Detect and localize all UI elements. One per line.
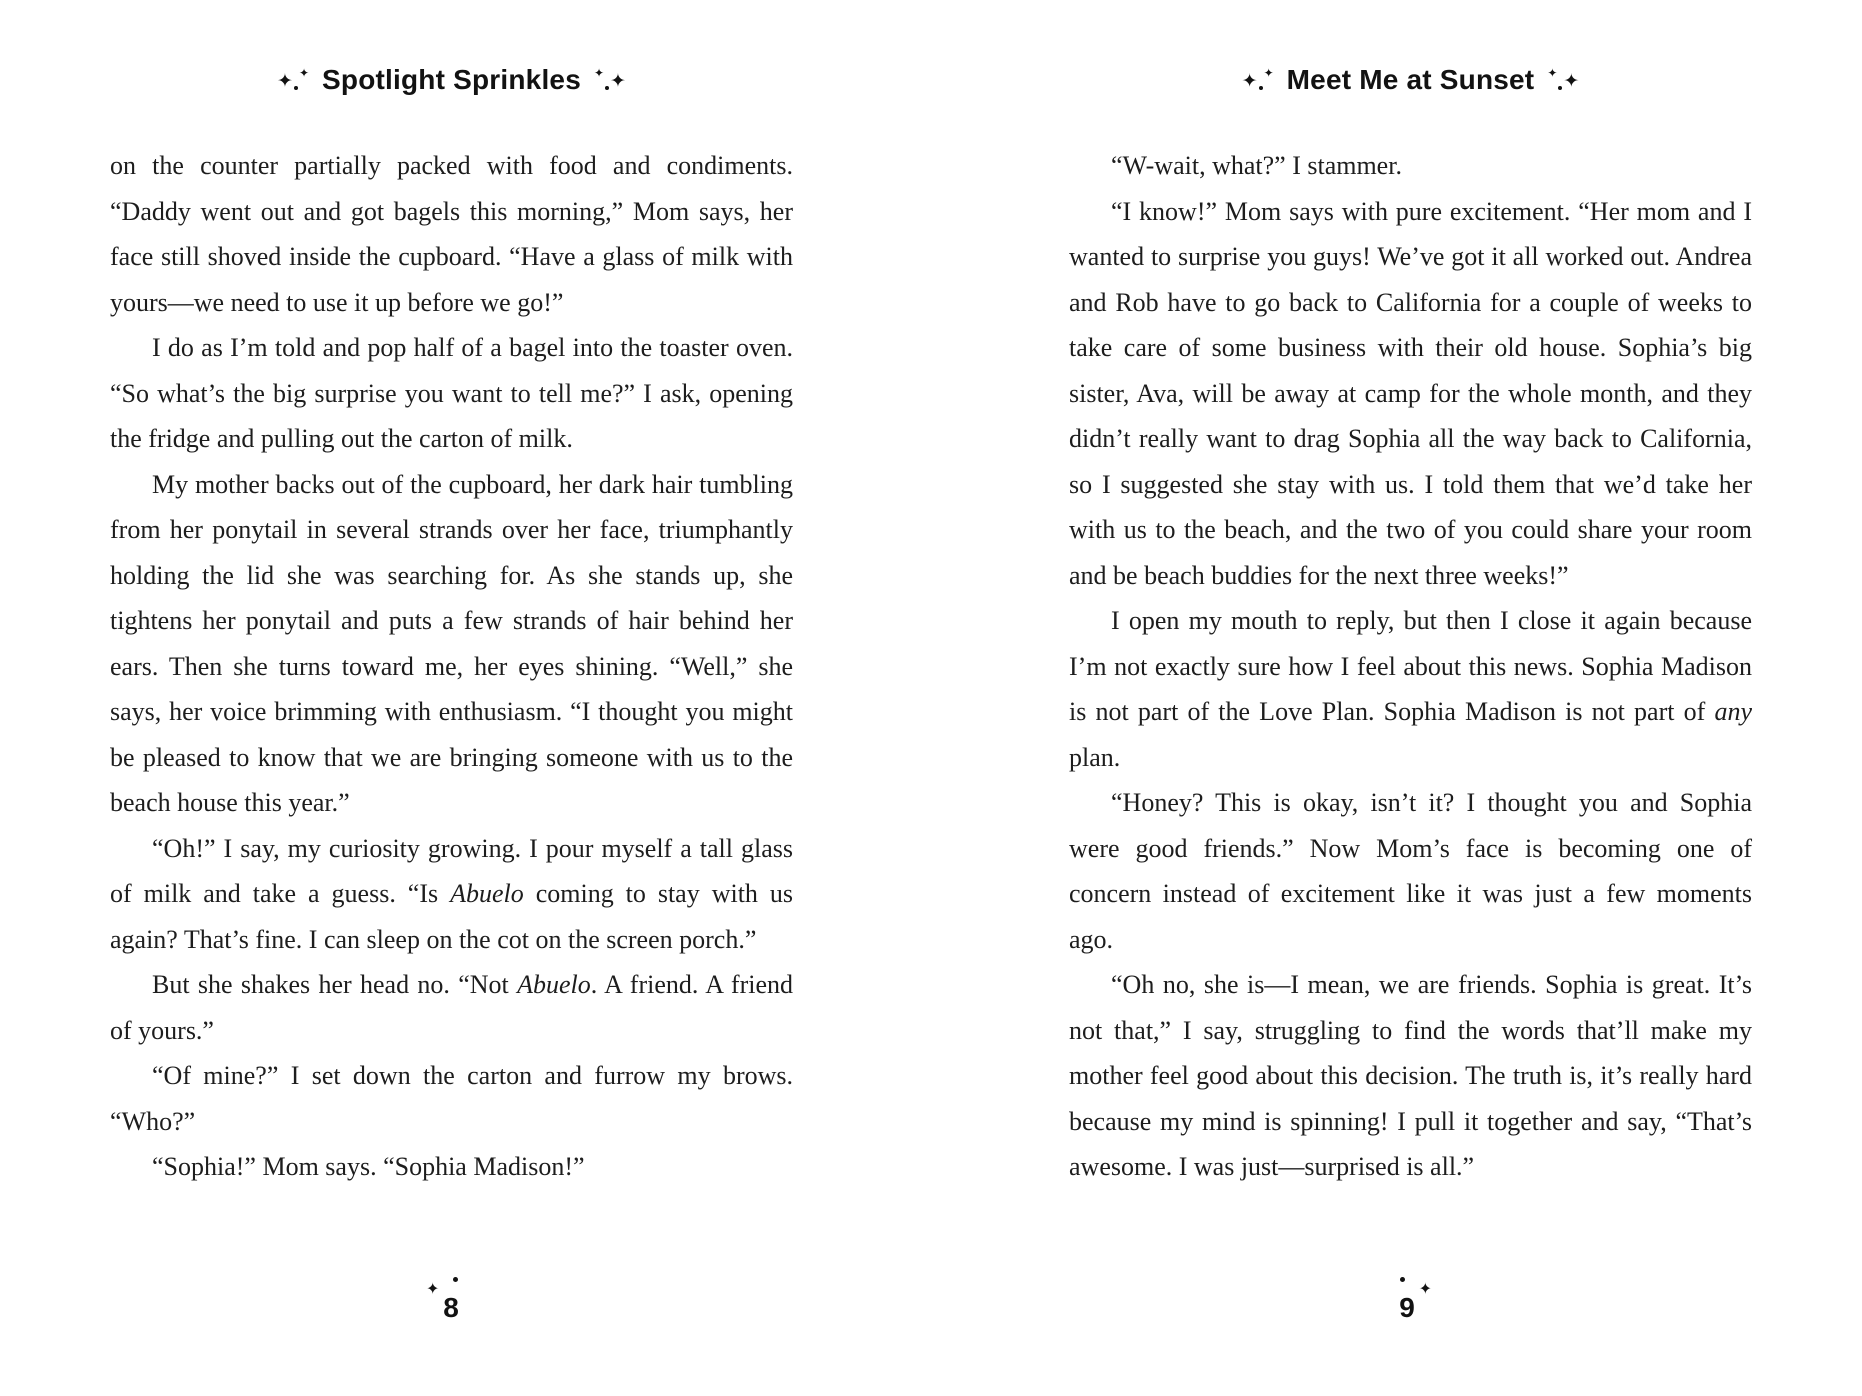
paragraph — [110, 325, 793, 462]
italic-text: any — [1714, 697, 1752, 726]
sparkle-icon: ✦ — [277, 70, 293, 92]
right-page-number — [1362, 1276, 1452, 1340]
dot-icon — [605, 86, 609, 90]
sparkle-deco-icon — [1547, 61, 1579, 98]
right-page-title: Meet Me at Sunset — [1286, 64, 1535, 95]
page-number-label: 8 — [443, 1292, 459, 1323]
sparkle-icon: ✦ — [1563, 70, 1580, 92]
italic-text: Abuelo — [517, 970, 591, 999]
paragraph — [110, 962, 793, 1053]
dot-icon — [453, 1277, 458, 1282]
body-text: “W-wait, what?” I stammer. — [1111, 151, 1402, 180]
right-running-head — [1069, 64, 1752, 101]
sparkle-deco-icon — [594, 61, 626, 98]
paragraph — [110, 826, 793, 963]
body-text: I do as I’m told and pop half of a bagel into the toaster oven. “So what’s the big surprise you want to tell me?” I ask, opening the fridge and pulling out the carton of milk. — [110, 333, 793, 453]
dot-icon — [1558, 86, 1562, 90]
sparkle-icon: ✦ — [1418, 1279, 1432, 1298]
body-text: coming to stay with us again? That’s fine. I can sleep on the cot on the screen porch.” — [110, 879, 793, 954]
paragraph — [110, 1144, 793, 1190]
dot-icon — [1259, 86, 1263, 90]
left-page-title: Spotlight Sprinkles — [322, 64, 581, 95]
left-page-number — [406, 1276, 496, 1340]
paragraph — [1069, 143, 1752, 189]
sparkle-icon: ✦ — [1547, 66, 1558, 80]
italic-text: Abuelo — [450, 879, 524, 908]
sparkle-deco-icon — [1242, 61, 1274, 98]
body-text: “Oh!” I say, my curiosity growing. I pour myself a tall glass of milk and take a guess. “Is — [110, 833, 793, 908]
body-text: “I know!” Mom says with pure excitement. “Her mom and I wanted to surprise you guys! We’ve got it all worked out. Andrea and Rob have to go back to California for a couple of weeks to take care of some business with their old house. Sophia’s big sister, Ava, will be away at camp for the whole month, and they didn’t really want to drag Sophia all the way back to California, so I suggested she stay with us. I told them that we’d take her with us to the beach, and the two of you could share your room and be beach buddies for the next three weeks!” — [1069, 196, 1752, 590]
sparkle-icon: ✦ — [1263, 66, 1274, 80]
paragraph — [110, 143, 793, 325]
paragraph — [110, 1053, 793, 1144]
body-text: “Of mine?” I set down the carton and furrow my brows. “Who?” — [110, 1061, 793, 1136]
left-running-head — [110, 64, 793, 101]
body-text: on the counter partially packed with food and condiments. “Daddy went out and got bagels this morning,” Mom says, her face still shoved inside the cupboard. “Have a glass of milk with yours—we need to use it up before we go!” — [110, 151, 793, 317]
paragraph — [1069, 598, 1752, 780]
body-text: “Sophia!” Mom says. “Sophia Madison!” — [152, 1152, 585, 1181]
right-page-body — [1069, 143, 1752, 1190]
body-text: But she shakes her head no. “Not — [152, 970, 518, 999]
sparkle-deco-icon — [277, 61, 309, 98]
paragraph — [1069, 962, 1752, 1190]
body-text: “Oh no, she is—I mean, we are friends. Sophia is great. It’s not that,” I say, struggling to find the words that’ll make my mother feel good about this decision. The truth is, it’s really hard because my mind is spinning! I pull it together and say, “That’s awesome. I was just—surprised is all.” — [1069, 970, 1752, 1181]
dot-icon — [294, 86, 298, 90]
body-text: My mother backs out of the cupboard, her dark hair tumbling from her ponytail in several strands over her face, triumphantly holding the lid she was searching for. As she stands up, she tightens her ponytail and puts a few strands of hair behind her ears. Then she turns toward me, her eyes shining. “Well,” she says, her voice brimming with enthusiasm. “I thought you might be pleased to know that we are bringing someone with us to the beach house this year.” — [110, 469, 793, 817]
paragraph — [110, 462, 793, 826]
body-text: “Honey? This is okay, isn’t it? I thought you and Sophia were good friends.” Now Mom’s face is becoming one of concern instead of excitement like it was just a few moments ago. — [1069, 788, 1752, 954]
page-number-label: 9 — [1399, 1292, 1415, 1323]
sparkle-icon: ✦ — [426, 1279, 440, 1298]
paragraph — [1069, 189, 1752, 599]
body-text: plan. — [1069, 742, 1121, 772]
body-text: . A friend. A friend of yours.” — [110, 970, 793, 1045]
left-page-body — [110, 143, 793, 1190]
sparkle-icon: ✦ — [298, 66, 310, 80]
body-text: I open my mouth to reply, but then I close it again because I’m not exactly sure how I feel about this news. Sophia Madison is not part of the Love Plan. Sophia Madison is not part of — [1069, 606, 1752, 726]
dot-icon — [1400, 1277, 1405, 1282]
sparkle-icon: ✦ — [610, 70, 626, 92]
sparkle-icon: ✦ — [1241, 70, 1258, 92]
sparkle-icon: ✦ — [593, 66, 605, 80]
paragraph — [1069, 780, 1752, 962]
